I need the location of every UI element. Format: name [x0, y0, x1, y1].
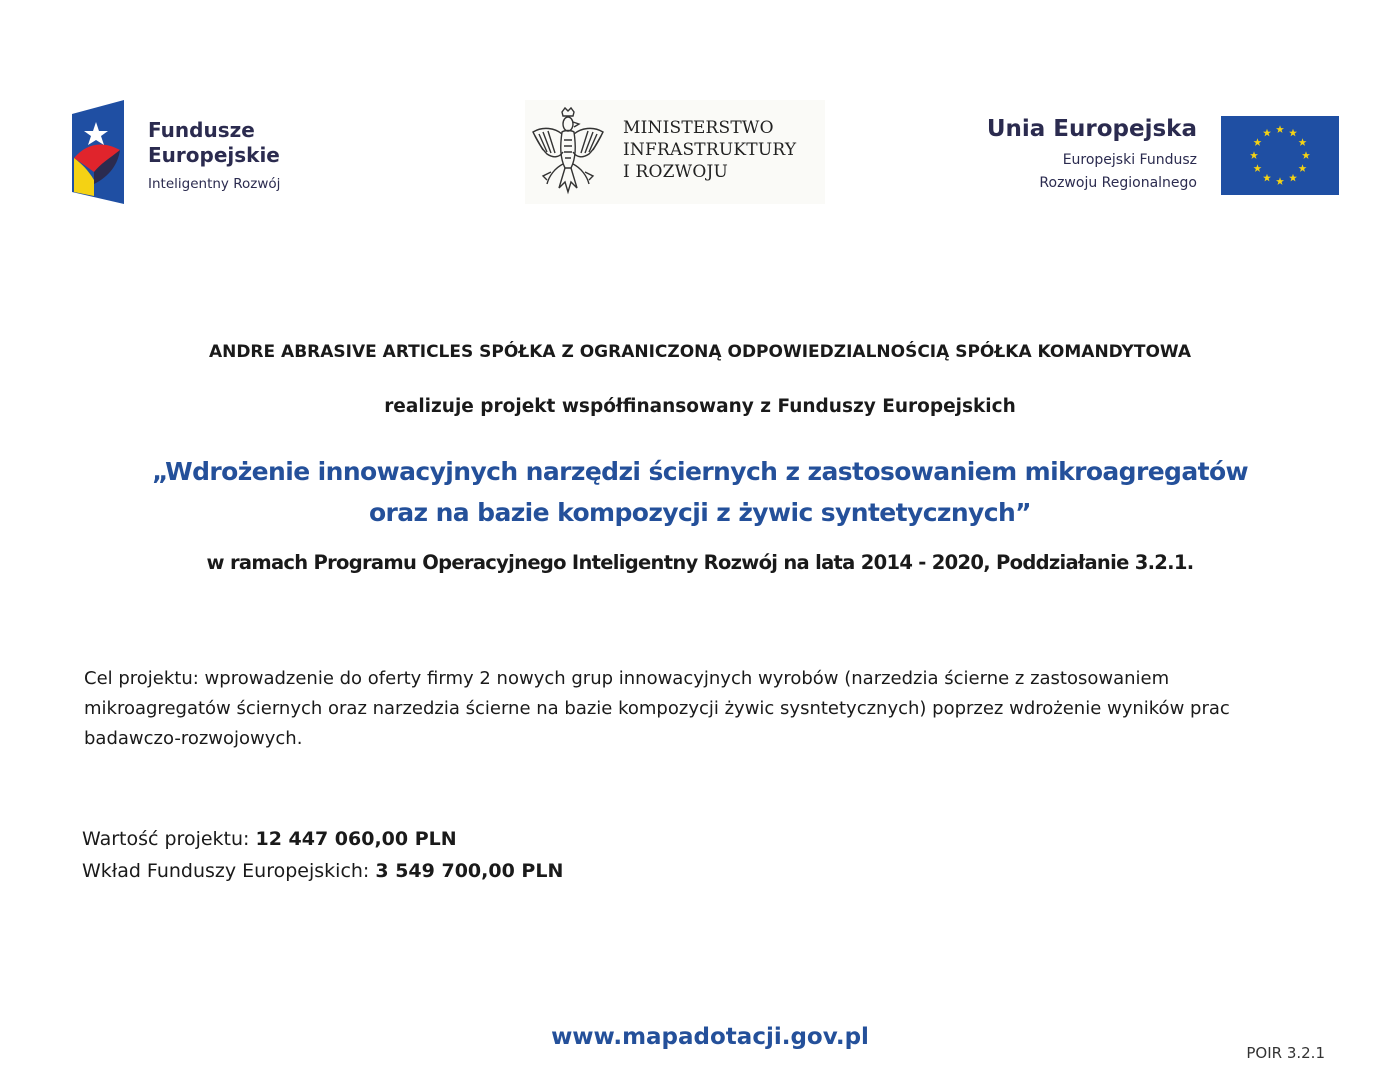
- eu-logo-fund-line-1: Europejski Fundusz: [1062, 152, 1197, 168]
- project-value-label: Wartość projektu:: [82, 828, 256, 850]
- fundusze-logo-title: Fundusze Europejskie: [148, 118, 280, 167]
- eu-logo-title: Unia Europejska: [986, 116, 1197, 142]
- ministry-logo-text: [623, 117, 796, 183]
- project-goal-line-3: badawczo-rozwojowych.: [84, 728, 303, 749]
- project-value-row: [82, 823, 563, 855]
- project-goal-line-1: Cel projektu: wprowadzenie do oferty firmy 2 nowych grup innowacyjnych wyrobów (narzedzia ścierne z zastosowaniem: [84, 668, 1170, 689]
- ministry-line-1: MINISTERSTWO: [623, 118, 774, 138]
- eu-flag-icon: [1221, 116, 1339, 195]
- polish-eagle-emblem-icon: [529, 106, 607, 196]
- company-name: ANDRE ABRASIVE ARTICLES SPÓŁKA Z OGRANICZONĄ ODPOWIEDZIALNOŚCIĄ SPÓŁKA KOMANDYTOWA: [208, 342, 1192, 362]
- project-value-amount: 12 447 060,00 PLN: [255, 828, 457, 850]
- project-title-line-2: oraz na bazie kompozycji z żywic syntetycznych”: [368, 498, 1032, 527]
- program-code: POIR 3.2.1: [1246, 1044, 1325, 1062]
- project-goal: [84, 664, 1344, 754]
- project-goal-line-2: mikroagregatów ściernych oraz narzedzia ścierne na bazie kompozycji żywic sysntetycznych) poprzez wdrożenie wyników prac: [84, 698, 1230, 719]
- eu-contribution-amount: 3 549 700,00 PLN: [375, 860, 564, 882]
- eu-contribution-row: [82, 855, 563, 887]
- fundusze-europejskie-mark-icon: [72, 100, 128, 204]
- program-statement: w ramach Programu Operacyjnego Inteligentny Rozwój na lata 2014 - 2020, Poddziałanie 3.2.1.: [206, 551, 1194, 574]
- ministry-logo: [525, 100, 825, 204]
- ministry-line-2: INFRASTRUKTURY: [623, 140, 797, 160]
- project-title-line-1: „Wdrożenie innowacyjnych narzędzi ściernych z zastosowaniem mikroagregatów: [151, 457, 1249, 486]
- eu-logo-fund-line-2: Rozwoju Regionalnego: [1039, 175, 1197, 191]
- cofinancing-statement: realizuje projekt współfinansowany z Funduszy Europejskich: [384, 396, 1016, 417]
- project-values: [82, 823, 563, 887]
- fundusze-europejskie-logo: [72, 100, 332, 206]
- eu-contribution-label: Wkład Funduszy Europejskich:: [82, 860, 376, 882]
- fundusze-logo-subtitle: Inteligentny Rozwój: [148, 176, 281, 192]
- eu-logo: [985, 112, 1345, 200]
- website-link[interactable]: www.mapadotacji.gov.pl: [551, 1024, 869, 1050]
- project-title: [0, 451, 1400, 533]
- ministry-line-3: I ROZWOJU: [623, 162, 729, 182]
